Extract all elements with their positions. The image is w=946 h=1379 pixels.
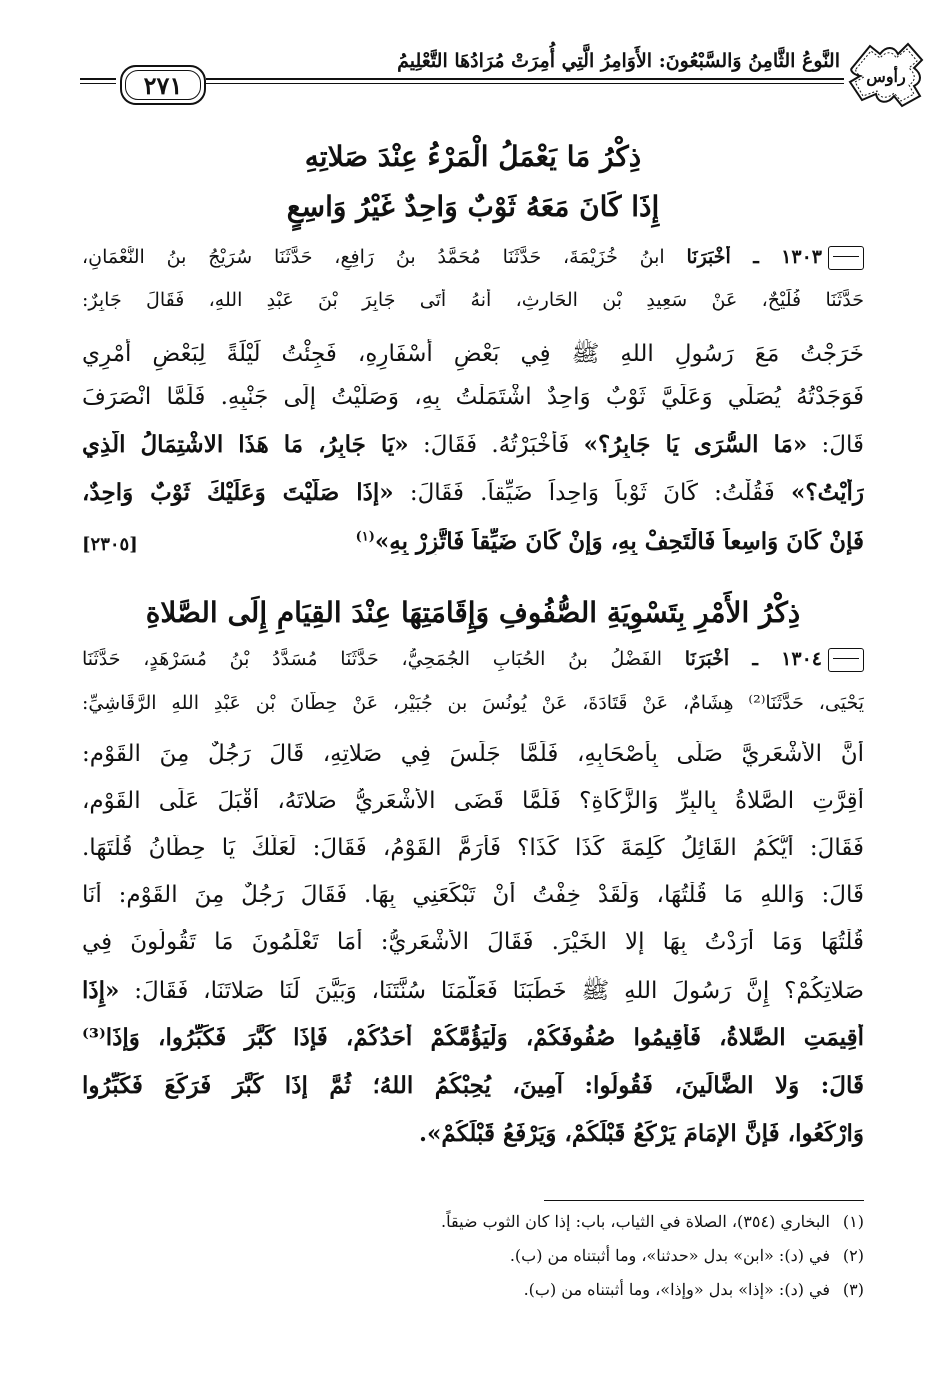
hadith-reference: [٢٣٠٥] (82, 534, 138, 555)
section-title: ذِكْرُ مَا يَعْمَلُ الْمَرْءُ عِنْدَ صَلاتِهِ (304, 140, 642, 173)
matn-line: فَوَجَدْتُهُ يُصَلِّي وَعَلَيَّ ثَوْبٌ وَاحِدٌ اشْتَمَلْتُ بِهِ، وَصَلَّيْتُ إِلَى جَنْبِهِ. فَلَمَّا انْصَرَفَ (82, 384, 864, 410)
footnote-divider (544, 1200, 864, 1201)
header-rule-left-thin (80, 83, 116, 84)
matn-line: وَارْكَعُوا، فَإِنَّ الإِمَامَ يَرْكَعُ قَبْلَكُمْ، وَيَرْفَعُ قَبْلَكُمْ». (419, 1120, 864, 1147)
isnad-line: يَحْيَى، حَدَّثَنَا⁽²⁾ هِشَامٌ، عَنْ قَتَادَةَ، عَنْ يُونُسَ بنِ جُبَيْرٍ، عَنْ حِطَّانَ بْنِ عَبْدِ اللهِ الرَّقَاشِيِّ: (82, 692, 864, 714)
running-title: النَّوعُ الثَّامِنُ وَالسَّبْعُونَ: الأَوَامِرُ الَّتِي أُمِرَتْ مُرَادُهَا التَّعْلِيمُ (397, 50, 840, 72)
matn-line: رَأَيْتُ؟» فَقُلْتُ: كَانَ ثَوْباً وَاحِداً ضَيِّقاً. فَقَالَ: «إِذَا صَلَّيْتَ وَعَلَيْكَ ثَوْبٌ وَاحِدٌ، (82, 479, 864, 506)
isnad-line: حَدَّثَنَا فُلَيْحٌ، عَنْ سَعِيدِ بْنِ الحَارِثِ، أَنهُ أَتَى جَابِرَ بْنَ عَبْدِ اللهِ، فَقَالَ جَابِرٌ: (82, 289, 864, 311)
matn-line: فَقَالَ: أَيُّكُمُ القَائِلُ كَلِمَةَ كَذَا كَذَا؟ فَأَرَمَّ القَوْمُ، فَقَالَ: لَعَلَّكَ يَا حِطَّانُ قُلْتَهَا. (82, 835, 864, 861)
matn-line: صَلاتِكُمْ؟ إِنَّ رَسُولَ اللهِ ﷺ خَطَبَنَا فَعَلَّمَنَا سُنَّتَنَا، وَبَيَّنَ لَنَا صَلاتَنَا، فَقَالَ: «إِذَا (82, 977, 864, 1004)
matn-line: قَالَ: وَاللهِ مَا قُلْتُهَا، وَلَقَدْ خِفْتُ أَنْ تَبْكَعَنِي بِهَا. فَقَالَ رَجُلٌ مِنَ القَوْمِ: أَنَا (82, 882, 864, 908)
matn-line: أُقِيمَتِ الصَّلاةُ، فَأَقِيمُوا صُفُوفَكُمْ، وَلْيَؤُمَّكُمْ أَحَدُكُمْ، فَإِذَا كَبَّرَ فَكَبِّرُوا، وَإِذَا⁽³⁾ (82, 1024, 864, 1051)
svg-text:رأوس: رأوس (866, 67, 906, 86)
matn-line: أَنَّ الأَشْعَرِيَّ صَلَّى بِأَصْحَابِهِ، فَلَمَّا جَلَسَ فِي صَلاتِهِ، قَالَ رَجُلٌ مِنَ القَوْمِ: (82, 741, 864, 767)
hadith-number: ١٣٠٤ ـ أَخْبَرَنَا (684, 648, 822, 670)
matn-line: فَإِنْ كَانَ وَاسِعاً فَالْتَحِفْ بِهِ، وَإِنْ كَانَ ضَيِّقاً فَاتَّزِرْ بِهِ»$^{(١)}$ (355, 528, 864, 555)
header-rule-thin (206, 83, 844, 84)
footnote-mark: (١) (355, 529, 375, 545)
section-title: ذِكْرُ الأَمْرِ بِتَسْوِيَةِ الصُّفُوفِ وَإِقَامَتِهَا عِنْدَ القِيَامِ إِلَى الصَّلاةِ (145, 596, 801, 629)
footnote: (٢)في (د): «ابن» بدل «حدثنا»، وما أثبتناه من (ب). (509, 1246, 864, 1265)
matn-line: خَرَجْتُ مَعَ رَسُولِ اللهِ ﷺ فِي بَعْضِ أَسْفَارِهِ، فَجِئْتُ لَيْلَةً لِبَعْضِ أَمْرِي (82, 341, 864, 367)
matn-line: قَالَ: «مَا السُّرَى يَا جَابِرُ؟» فَأَخْبَرْتُهُ. فَقَالَ: «يَا جَابِرُ، مَا هَذَا الاشْتِمَالُ الَّذِي (82, 431, 864, 458)
puzzle-emblem-icon (846, 38, 926, 110)
header-rule-left (80, 78, 116, 80)
page-number: ٢٧١ (120, 65, 206, 105)
isnad-line: ١٣٠٤ ـ أَخْبَرَنَا الفَضْلُ بنُ الحُبَابِ الجُمَحِيُّ، حَدَّثَنَا مُسَدَّدُ بْنُ مُسَرْهَدٍ، حَدَّثَنَا (82, 648, 864, 672)
section-title-line2: إِذَا كَانَ مَعَهُ ثَوْبٌ وَاحِدٌ غَيْرُ وَاسِعٍ (286, 190, 660, 223)
isnad-line: ١٣٠٣ ـ أَخْبَرَنَا ابنُ خُزَيْمَةَ، حَدَّثَنَا مُحَمَّدُ بنُ رَافِعٍ، حَدَّثَنَا سُرَيْجُ بنُ النُّعْمَانِ، (82, 246, 864, 270)
matn-line: قَالَ: وَلا الضَّالِّينَ، فَقُولُوا: آمِينَ، يُحِبْكُمُ اللهُ؛ ثُمَّ إِذَا كَبَّرَ فَرَكَعَ فَكَبِّرُوا (82, 1072, 864, 1099)
page-header (80, 38, 926, 110)
hadith-marker-icon (828, 246, 864, 270)
header-rule (206, 78, 844, 80)
hadith-number: ١٣٠٣ ـ أَخْبَرَنَا (686, 246, 822, 268)
matn-line: قُلْتُهَا وَمَا أَرَدْتُ بِهَا إِلا الخَيْرَ. فَقَالَ الأَشْعَرِيُّ: أَمَا تَعْلَمُونَ مَا تَقُولُونَ فِي (82, 929, 864, 955)
footnote: (١)البخاري (٣٥٤)، الصلاة في الثياب، باب: إذا كان الثوب ضيقاً. (441, 1212, 864, 1231)
matn-line: أُقِرَّتِ الصَّلاةُ بِالبِرِّ وَالزَّكَاةِ؟ فَلَمَّا قَضَى الأَشْعَرِيُّ صَلاتَهُ، أَقْبَلَ عَلَى القَوْمِ، (82, 788, 864, 814)
hadith-marker-icon (828, 648, 864, 672)
footnote: (٣)في (د): «إذا» بدل «وإذا»، وما أثبتناه من (ب). (523, 1280, 864, 1299)
